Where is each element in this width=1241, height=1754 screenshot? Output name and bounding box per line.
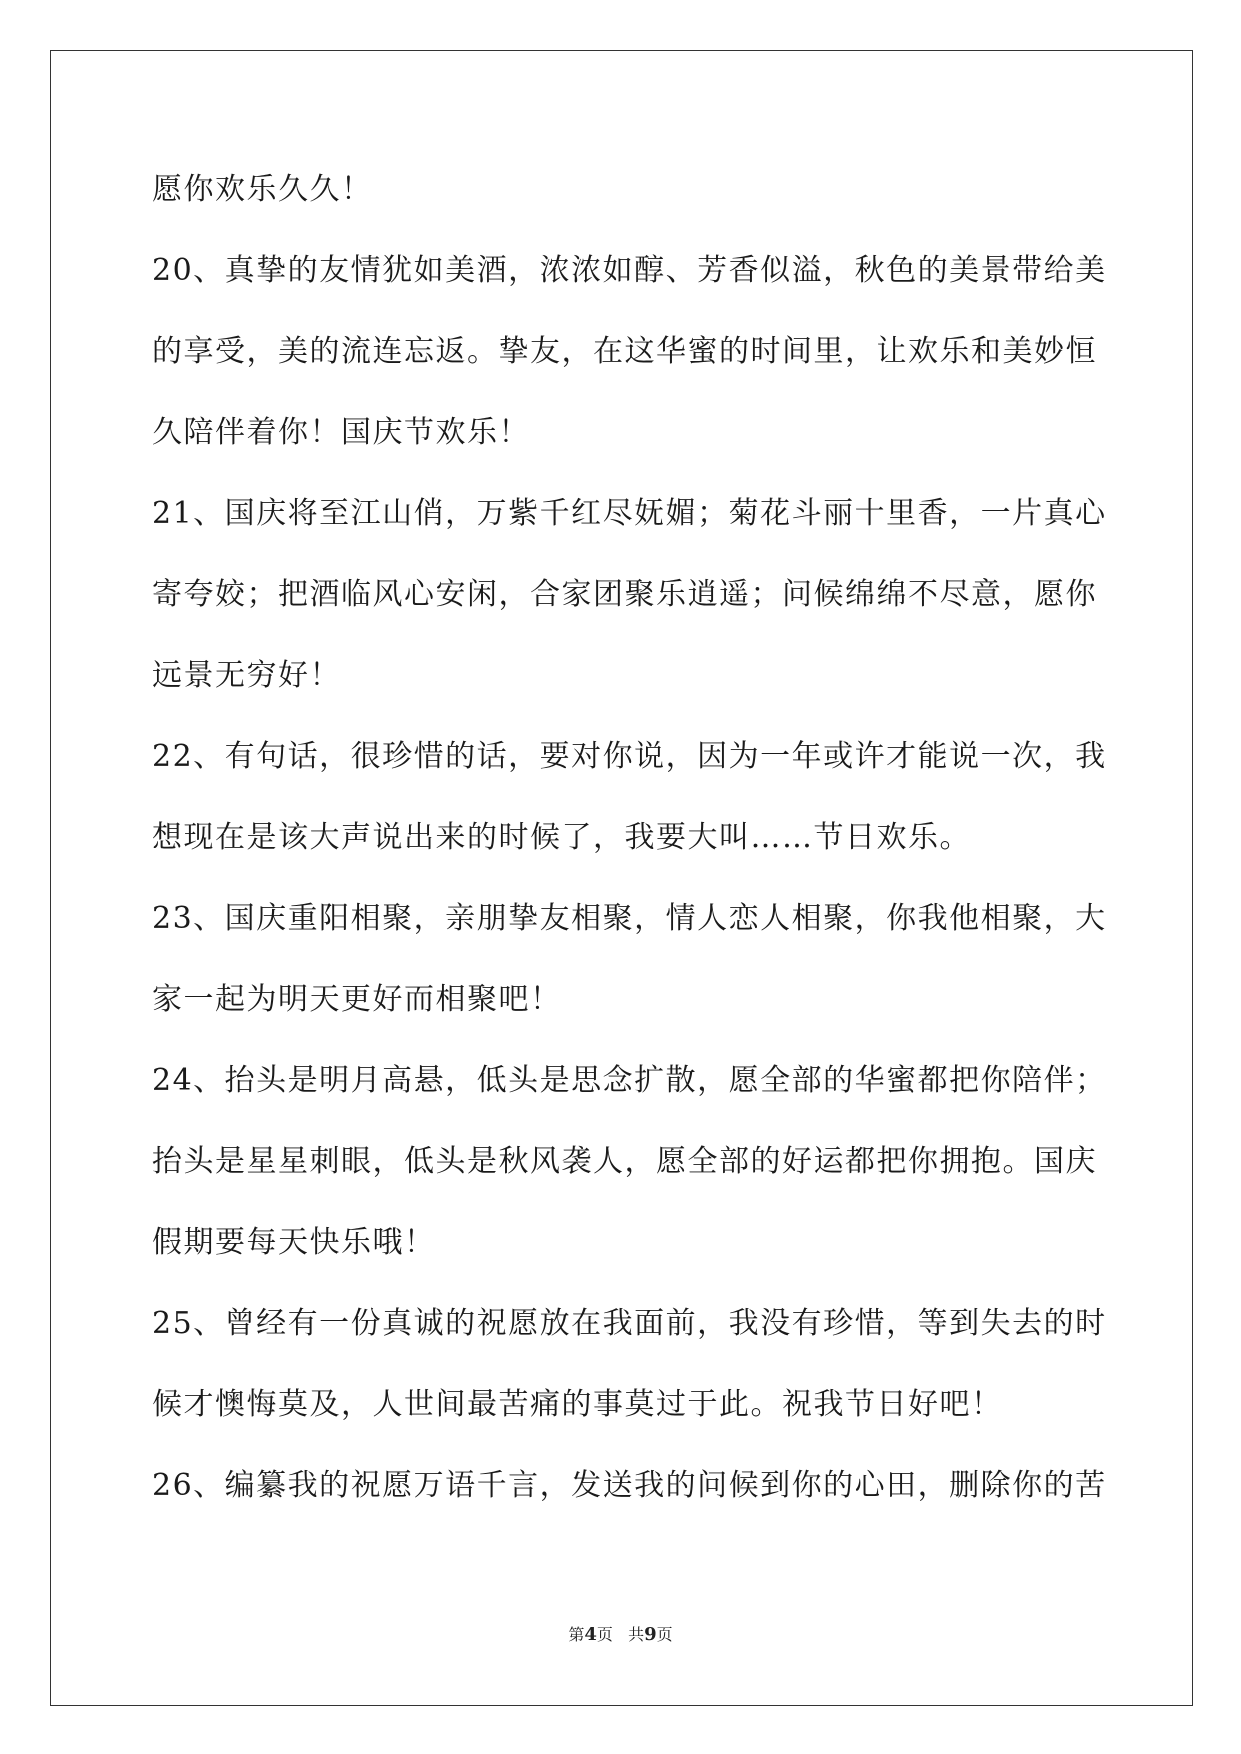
text-line: 远景无穷好！ [152,658,341,693]
page-footer [0,1622,1241,1645]
text-line: 家一起为明天更好而相聚吧！ [152,982,562,1017]
current-page-number: 4 [584,1624,597,1645]
text-line: 26、编纂我的祝愿万语千言，发送我的问候到你的心田，删除你的苦 [152,1468,1107,1503]
text-line: 的享受，美的流连忘返。挚友，在这华蜜的时间里，让欢乐和美妙恒 [152,334,1097,369]
text-line: 抬头是星星刺眼，低头是秋风袭人，愿全部的好运都把你拥抱。国庆 [152,1144,1097,1179]
text-line: 候才懊悔莫及，人世间最苦痛的事莫过于此。祝我节日好吧！ [152,1387,1003,1422]
footer-middle: 页 共 [596,1625,645,1644]
document-body [152,160,1107,1537]
footer-prefix: 第 [568,1625,585,1644]
text-line: 25、曾经有一份真诚的祝愿放在我面前，我没有珍惜，等到失去的时 [152,1306,1107,1341]
footer-suffix: 页 [656,1625,673,1644]
text-line: 想现在是该大声说出来的时候了，我要大叫……节日欢乐。 [152,820,971,855]
text-line: 假期要每天快乐哦！ [152,1225,436,1260]
text-line: 久陪伴着你！国庆节欢乐！ [152,415,530,450]
text-line: 20、真挚的友情犹如美酒，浓浓如醇、芳香似溢，秋色的美景带给美 [152,253,1107,288]
text-line: 22、有句话，很珍惜的话，要对你说，因为一年或许才能说一次，我 [152,739,1107,774]
text-line: 24、抬头是明月高悬，低头是思念扩散，愿全部的华蜜都把你陪伴； [152,1063,1107,1098]
total-pages-number: 9 [644,1624,657,1645]
text-line: 23、国庆重阳相聚，亲朋挚友相聚，情人恋人相聚，你我他相聚，大 [152,901,1107,936]
text-line: 愿你欢乐久久！ [152,172,373,207]
text-line: 21、国庆将至江山俏，万紫千红尽妩媚；菊花斗丽十里香，一片真心 [152,496,1107,531]
text-line: 寄夸姣；把酒临风心安闲，合家团聚乐逍遥；问候绵绵不尽意，愿你 [152,577,1097,612]
